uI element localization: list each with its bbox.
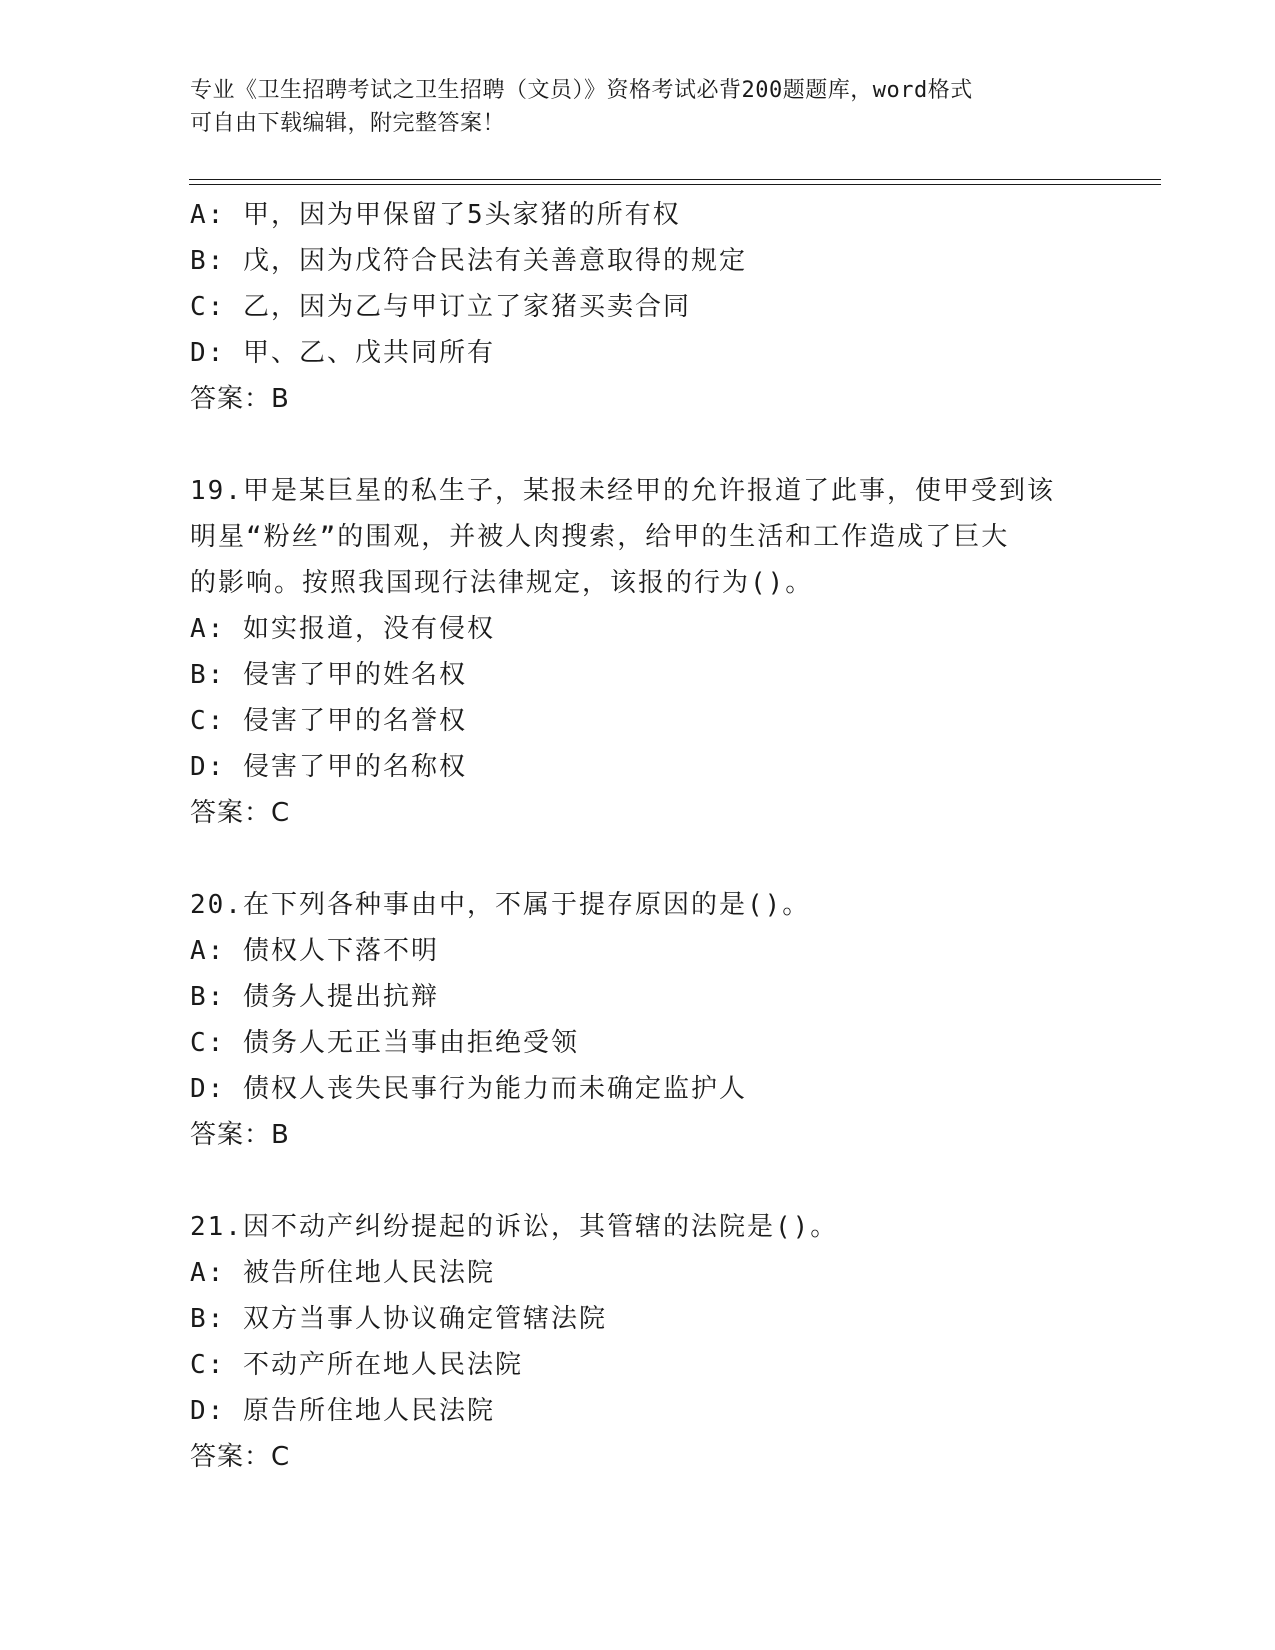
option-c: C: 不动产所在地人民法院 [190,1350,523,1380]
option-b: B: 侵害了甲的姓名权 [190,660,467,690]
option-d: D: 侵害了甲的名称权 [190,752,467,782]
spacer [190,1158,1090,1204]
question-list [190,192,1090,1480]
question-stem-line: 20.在下列各种事由中，不属于提存原因的是()。 [190,890,811,920]
option-c: C: 债务人无正当事由拒绝受领 [190,1028,579,1058]
answer-text: 答案：B [190,384,290,414]
option-a: A: 被告所住地人民法院 [190,1258,495,1288]
option-d: D: 债权人丧失民事行为能力而未确定监护人 [190,1074,747,1104]
question-20 [190,882,1090,1158]
header-divider-top [189,179,1161,180]
question-stem-line: 的影响。按照我国现行法律规定，该报的行为()。 [190,568,814,598]
option-b: B: 债务人提出抗辩 [190,982,439,1012]
spacer [190,836,1090,882]
option-a: A: 债权人下落不明 [190,936,439,966]
option-a: A: 甲，因为甲保留了5头家猪的所有权 [190,200,681,230]
answer-text: 答案：C [190,1442,291,1472]
option-d: D: 甲、乙、戊共同所有 [190,338,495,368]
answer-text: 答案：B [190,1120,290,1150]
option-b: B: 双方当事人协议确定管辖法院 [190,1304,607,1334]
header-divider-bottom [189,184,1161,185]
option-d: D: 原告所住地人民法院 [190,1396,495,1426]
question-stem-line: 21.因不动产纠纷提起的诉讼，其管辖的法院是()。 [190,1212,839,1242]
option-c: C: 乙，因为乙与甲订立了家猪买卖合同 [190,292,691,322]
option-c: C: 侵害了甲的名誉权 [190,706,467,736]
option-a: A: 如实报道，没有侵权 [190,614,495,644]
question-stem-line: 明星“粉丝”的围观，并被人肉搜索，给甲的生活和工作造成了巨大 [190,522,1010,552]
question-21 [190,1204,1090,1480]
document-header [190,74,1090,140]
header-line-2: 可自由下载编辑，附完整答案！ [190,111,506,136]
question-18 [190,192,1090,422]
answer-text: 答案：C [190,798,291,828]
question-19 [190,468,1090,836]
option-b: B: 戊，因为戊符合民法有关善意取得的规定 [190,246,747,276]
spacer [190,422,1090,468]
question-stem-line: 19.甲是某巨星的私生子，某报未经甲的允许报道了此事，使甲受到该 [190,476,1055,506]
header-line-1: 专业《卫生招聘考试之卫生招聘（文员）》资格考试必背200题题库，word格式 [190,78,973,103]
